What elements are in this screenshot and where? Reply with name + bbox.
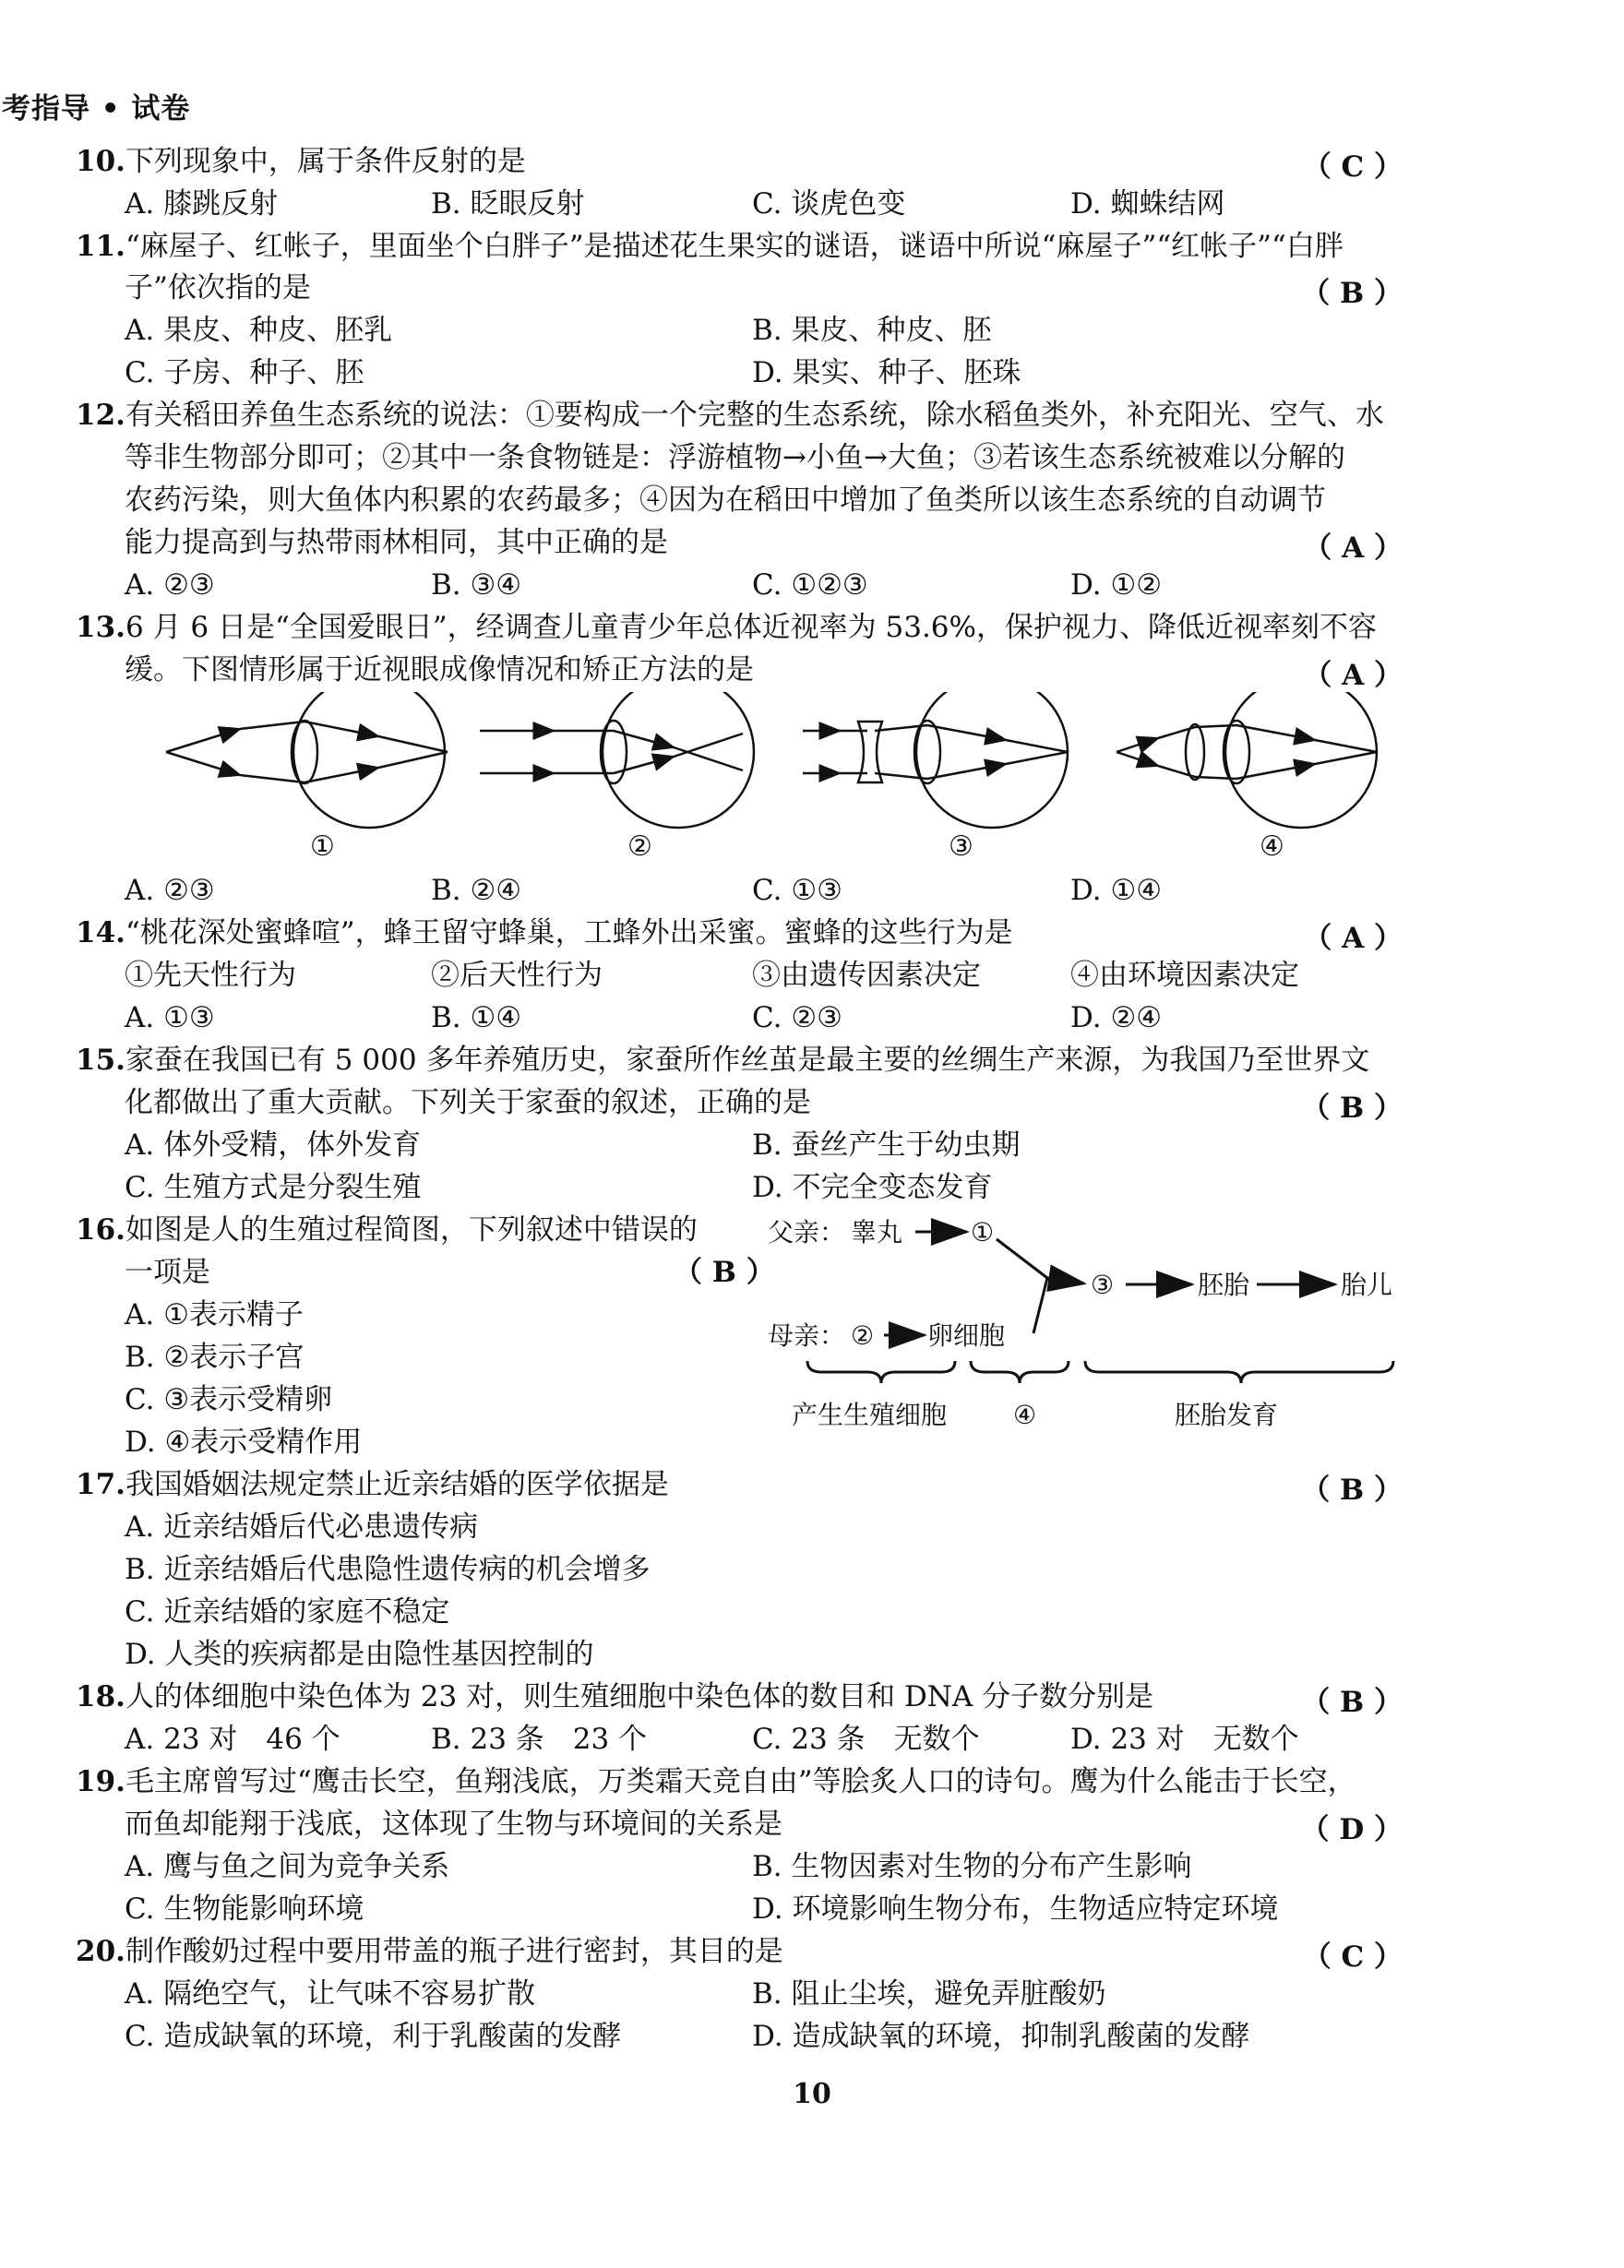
eye-label-1: ① (310, 830, 335, 863)
q13-stem-line2: 缓。下图情形属于近视眼成像情况和矫正方法的是 (125, 653, 754, 686)
option-b: B. ③④ (431, 568, 522, 602)
q19-answer: （ D ） (1300, 1813, 1403, 1846)
q14-stem: 14.“桃花深处蜜蜂喧”，蜂王留守蜂巢，工蜂外出采蜜。蜜蜂的这些行为是 (76, 916, 1013, 949)
eye-diagrams (157, 692, 1393, 877)
q12-stem-line3: 农药污染，则大鱼体内积累的农药最多；④因为在稻田中增加了鱼类所以该生态系统的自动调节 (125, 483, 1326, 517)
q10-stem: 10.下列现象中，属于条件反射的是 (76, 145, 526, 178)
option-c: C. ①③ (752, 874, 842, 907)
option-d: D. 人类的疾病都是由隐性基因控制的 (125, 1638, 594, 1671)
eye-label-4: ④ (1260, 830, 1284, 863)
option-b: B. 眨眼反射 (431, 187, 585, 221)
option-c: C. 造成缺氧的环境，利于乳酸菌的发酵 (125, 2020, 622, 2053)
option-d: D. 23 对 无数个 (1070, 1723, 1299, 1756)
item-1: ①先天性行为 (125, 959, 296, 992)
option-c: C. ③表示受精卵 (125, 1383, 333, 1416)
q15-stem-line2: 化都做出了重大贡献。下列关于家蚕的叙述，正确的是 (125, 1086, 811, 1119)
option-a: A. 体外受精，体外发育 (125, 1128, 422, 1162)
option-d: D. 造成缺氧的环境，抑制乳酸菌的发酵 (752, 2020, 1250, 2053)
q10-options (125, 185, 1407, 222)
option-b: B. 蚕丝产生于幼虫期 (752, 1128, 1021, 1162)
q14-options (125, 999, 1407, 1036)
testis-label: 睾丸 (851, 1217, 903, 1247)
option-d: D. ④表示受精作用 (125, 1426, 363, 1459)
option-d: D. ②④ (1070, 1001, 1163, 1034)
option-a: A. 隔绝空气，让气味不容易扩散 (125, 1977, 536, 2011)
q15-answer: （ B ） (1301, 1092, 1403, 1125)
q12-stem-line1: 12.有关稻田养鱼生态系统的说法：①要构成一个完整的生态系统，除水稻鱼类外，补充阳光、空气、水 (76, 399, 1384, 432)
eye-1 (166, 692, 448, 828)
option-b: B. 23 条 23 个 (431, 1723, 648, 1756)
option-b: B. 生物因素对生物的分布产生影响 (752, 1850, 1192, 1883)
q18-options (125, 1721, 1407, 1758)
q20-answer: （ C ） (1302, 1940, 1403, 1974)
brace-label-2: ④ (1013, 1400, 1037, 1430)
q17-answer: （ B ） (1301, 1474, 1403, 1507)
q18-stem: 18.人的体细胞中染色体为 23 对，则生殖细胞中染色体的数目和 DNA 分子数分别是 (76, 1680, 1154, 1713)
option-a: A. ①表示精子 (125, 1298, 304, 1331)
option-c: C. 谈虎色变 (752, 187, 906, 221)
q20-stem: 20.制作酸奶过程中要用带盖的瓶子进行密封，其目的是 (76, 1935, 783, 1968)
q12-stem-line4: 能力提高到与热带雨林相同，其中正确的是 (125, 526, 668, 559)
option-d: D. 环境影响生物分布，生物适应特定环境 (752, 1892, 1279, 1926)
option-c: C. 生物能影响环境 (125, 1892, 364, 1926)
q12-options (125, 567, 1407, 603)
q13-options (125, 872, 1407, 909)
q12-answer: （ A ） (1303, 531, 1403, 565)
option-c: C. 23 条 无数个 (752, 1723, 980, 1756)
q11-options-row1 (125, 312, 1407, 349)
item-4: ④由环境因素决定 (1070, 959, 1299, 992)
q18-answer: （ B ） (1301, 1686, 1403, 1719)
page-header: 考指导 • 试卷 (2, 92, 191, 125)
mother-label: 母亲： (768, 1320, 846, 1351)
option-b: B. ②表示子宫 (125, 1341, 304, 1374)
q10-answer: （ C ） (1302, 150, 1403, 184)
brace-label-3: 胚胎发育 (1175, 1400, 1279, 1430)
q16-answer: （ B ） (674, 1256, 775, 1289)
q15-options-row1 (125, 1127, 1407, 1164)
eye-label-3: ③ (949, 830, 973, 863)
option-d: D. ①④ (1070, 874, 1163, 907)
reproduction-diagram (766, 1204, 1412, 1462)
page-number: 10 (793, 2078, 831, 2110)
q16-stem-line1: 16.如图是人的生殖过程简图，下列叙述中错误的 (76, 1213, 698, 1247)
father-label: 父亲： (768, 1217, 846, 1247)
option-c: C. 生殖方式是分裂生殖 (125, 1171, 422, 1204)
option-c: C. 近亲结婚的家庭不稳定 (125, 1595, 450, 1629)
q13-stem-line1: 13.6 月 6 日是“全国爱眼日”，经调查儿童青少年总体近视率为 53.6%，保护视力、降低近视率刻不容 (76, 611, 1377, 644)
option-d: D. 不完全变态发育 (752, 1171, 993, 1204)
circle-2-label: ② (851, 1320, 875, 1351)
q12-stem-line2: 等非生物部分即可；②其中一条食物链是：浮游植物→小鱼→大鱼；③若该生态系统被难以分解的 (125, 441, 1345, 474)
q15-options-row2 (125, 1169, 1407, 1206)
option-b: B. ①④ (431, 1001, 522, 1034)
option-a: A. 23 对 46 个 (125, 1723, 340, 1756)
option-a: A. 近亲结婚后代必患遗传病 (125, 1510, 479, 1544)
eye-4 (1116, 692, 1377, 828)
fetus-label: 胎儿 (1341, 1270, 1393, 1300)
q17-stem: 17.我国婚姻法规定禁止近亲结婚的医学依据是 (76, 1468, 669, 1501)
option-a: A. 果皮、种皮、胚乳 (125, 314, 393, 347)
q14-answer: （ A ） (1303, 922, 1403, 955)
option-d: D. 果实、种子、胚珠 (752, 356, 1021, 389)
q19-options-row2 (125, 1891, 1407, 1928)
egg-label: 卵细胞 (927, 1320, 1006, 1351)
q19-stem-line1: 19.毛主席曾写过“鹰击长空，鱼翔浅底，万类霜天竞自由”等脍炙人口的诗句。鹰为什么能击于长空， (76, 1765, 1356, 1798)
q20-options-row2 (125, 2018, 1407, 2055)
q15-stem-line1: 15.家蚕在我国已有 5 000 多年养殖历史，家蚕所作丝茧是最主要的丝绸生产来源，为我国乃至世界文 (76, 1044, 1370, 1077)
q11-stem-line1: 11.“麻屋子、红帐子，里面坐个白胖子”是描述花生果实的谜语，谜语中所说“麻屋子”“红帐子”“白胖 (76, 230, 1343, 263)
option-c: C. ②③ (752, 1001, 842, 1034)
q11-answer: （ B ） (1301, 277, 1403, 310)
option-a: A. ①③ (125, 1001, 215, 1034)
option-d: D. ①② (1070, 568, 1163, 602)
q13-answer: （ A ） (1303, 659, 1403, 692)
option-d: D. 蜘蛛结网 (1070, 187, 1225, 221)
option-b: B. 果皮、种皮、胚 (752, 314, 992, 347)
option-c: C. 子房、种子、胚 (125, 356, 364, 389)
circle-1-label: ① (971, 1217, 995, 1247)
option-a: A. 鹰与鱼之间为竞争关系 (125, 1850, 450, 1883)
q14-items (125, 957, 1407, 994)
option-a: A. 膝跳反射 (125, 187, 279, 221)
eye-3 (803, 692, 1068, 828)
item-3: ③由遗传因素决定 (752, 959, 981, 992)
option-a: A. ②③ (125, 874, 215, 907)
circle-3-label: ③ (1091, 1270, 1115, 1300)
option-b: B. 近亲结婚后代患隐性遗传病的机会增多 (125, 1553, 651, 1586)
brace-label-1: 产生生殖细胞 (792, 1400, 948, 1430)
option-b: B. 阻止尘埃，避免弄脏酸奶 (752, 1977, 1106, 2011)
option-b: B. ②④ (431, 874, 522, 907)
embryo-label: 胚胎 (1198, 1270, 1250, 1300)
eye-2 (480, 692, 754, 828)
item-2: ②后天性行为 (431, 959, 603, 992)
eye-label-2: ② (627, 830, 652, 863)
q16-stem-line2: 一项是 (125, 1256, 210, 1289)
q11-stem-line2: 子”依次指的是 (125, 271, 311, 304)
q19-stem-line2: 而鱼却能翔于浅底，这体现了生物与环境间的关系是 (125, 1808, 782, 1841)
q20-options-row1 (125, 1976, 1407, 2012)
option-c: C. ①②③ (752, 568, 868, 602)
q11-options-row2 (125, 354, 1407, 391)
option-a: A. ②③ (125, 568, 215, 602)
q19-options-row1 (125, 1848, 1407, 1885)
